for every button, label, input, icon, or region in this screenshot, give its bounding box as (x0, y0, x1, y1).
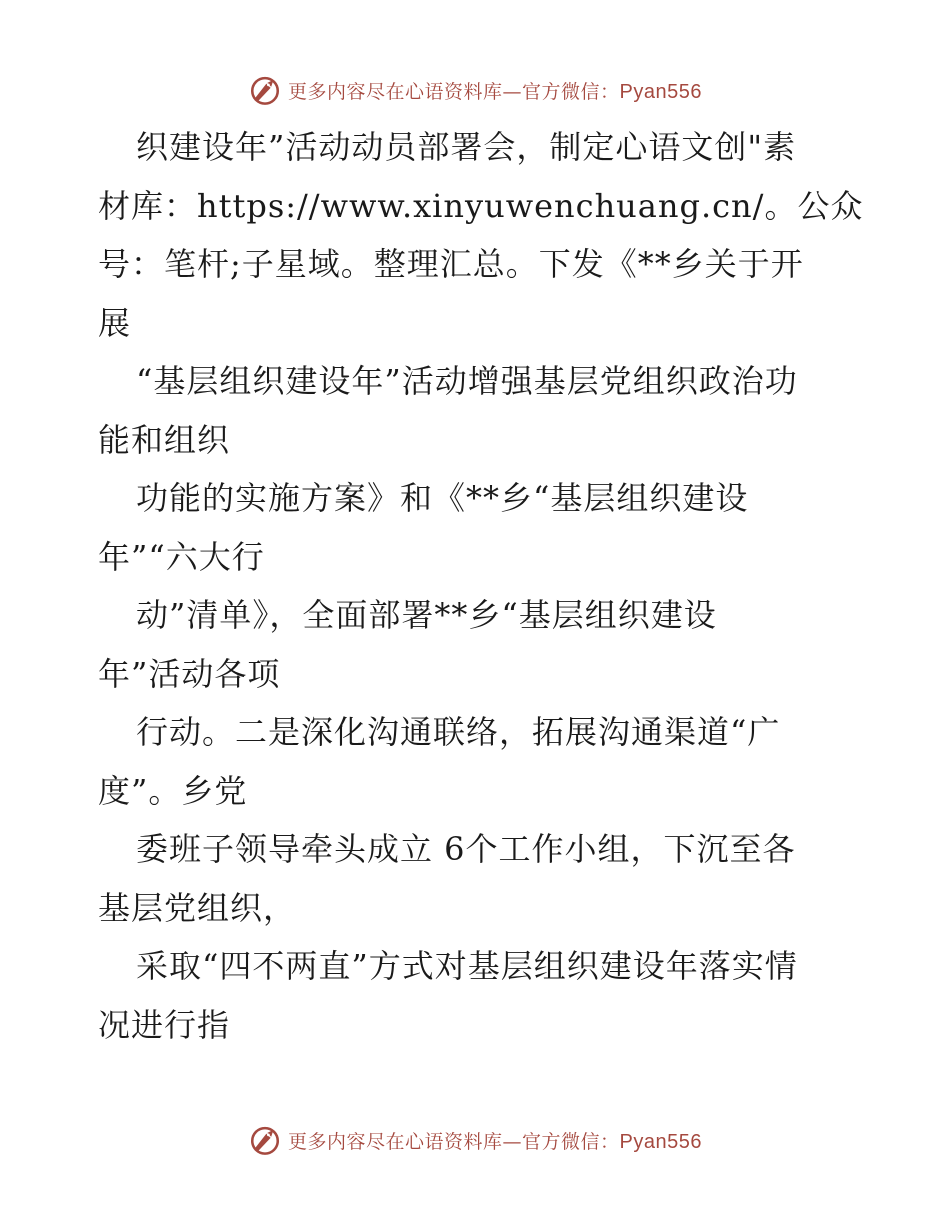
text-line: 材库：https://www.xinyuwenchuang.cn/。公众 (98, 186, 864, 225)
text-line: 年”“六大行 (98, 537, 265, 576)
text-line: 动”清单》，全面部署**乡“基层组织建设 (136, 596, 717, 634)
text-line: “基层组织建设年”活动增强基层党组织政治功 (136, 362, 798, 400)
text-line: 年”活动各项 (98, 654, 281, 693)
pen-nib-circle-icon (248, 73, 282, 107)
header-banner (0, 70, 950, 110)
text-line: 功能的实施方案》和《**乡“基层组织建设 (136, 479, 749, 517)
text-line: 采取“四不两直”方式对基层组织建设年落实情 (136, 947, 798, 985)
text-line: 度”。乡党 (98, 771, 248, 810)
text-line: 能和组织 (98, 420, 231, 459)
footer-banner (0, 1120, 950, 1160)
text-line: 基层党组织， (98, 888, 297, 927)
text-line: 委班子领导牵头成立 6个工作小组，下沉至各 (136, 830, 796, 868)
text-line: 织建设年”活动动员部署会，制定心语文创"素 (136, 128, 797, 166)
banner-label: 更多内容尽在心语资料库—官方微信：Pyan556 (288, 1130, 702, 1153)
text-line: 行动。二是深化沟通联络，拓展沟通渠道“广 (136, 713, 781, 751)
banner-label: 更多内容尽在心语资料库—官方微信：Pyan556 (288, 80, 702, 103)
pen-nib-circle-icon (248, 1123, 282, 1157)
text-line: 况进行指 (98, 1005, 231, 1044)
text-line: 展 (98, 303, 132, 342)
text-line: 号：笔杆;子星域。整理汇总。下发《**乡关于开 (98, 245, 804, 283)
document-body (98, 118, 868, 1054)
